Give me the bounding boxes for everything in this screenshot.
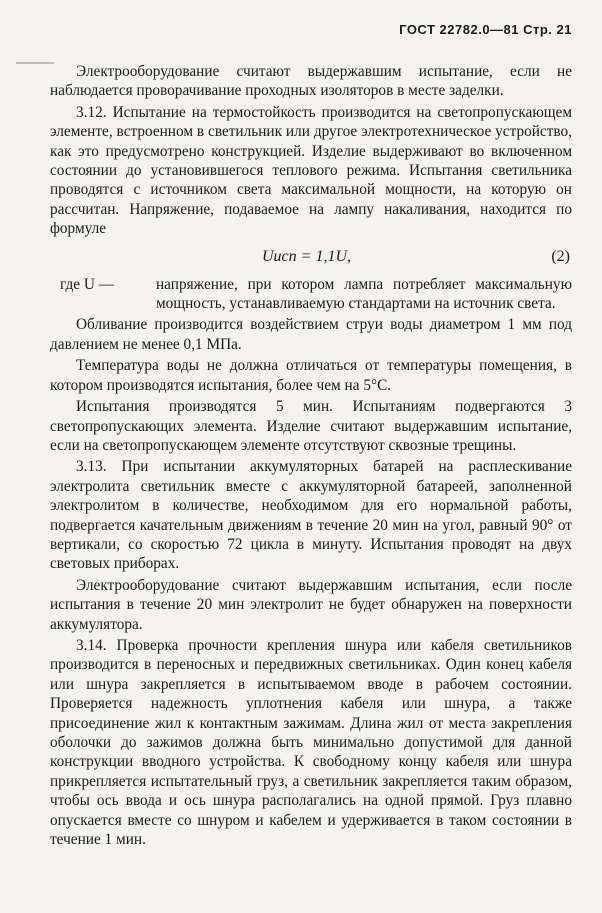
paragraph: 3.12. Испытание на термостойкость производится на светопропускающем элементе, встроенном в светильник или другое электротехническое устройство, как это предусмотрено конструкцией. Изделие выдерживают во включенном состоянии до установившегося теплового режима. Испытания светильника проводятся с источником света максимальной мощности, на которую он рассчитан. Напряжение, подаваемое на лампу накаливания, находится по формуле [50,103,572,238]
paragraph: 3.13. При испытании аккумуляторных батарей на расплескивание электролита светильник вместе с аккумуляторной батареей, заполненной электролитом в количестве, необходимом для его нормальной работы, подвергается качательным движениям в течение 20 мин на угол, равный 90° от вертикали, со скоростью 72 цикла в минуту. Испытания проводят на двух световых приборах. [50,458,572,573]
variable-definition [50,275,572,314]
paragraph: Электрооборудование считают выдержавшим испытание, если не наблюдается проворачивание проходных изоляторов в месте заделки. [50,63,572,100]
page-header: ГОСТ 22782.0—81 Стр. 21 [399,22,572,37]
body-text [50,62,572,851]
formula-number: (2) [551,247,570,265]
formula [50,241,572,273]
formula-expression: Uисп = 1,1U, [262,247,352,265]
paragraph: Температура воды не должна отличаться от температуры помещения, в котором производятся испытания, более чем на 5°С. [50,357,572,394]
paragraph: 3.14. Проверка прочности крепления шнура или кабеля светильников производится в переносных и передвижных светильниках. Один конец кабеля или шнура закрепляется в испытываемом вводе в рабочем состоянии. Проверяется надежность уплотнения кабеля или шнура, а также присоединение жил к контактным зажимам. Длина жил от места закрепления оболочки до зажимов должна быть минимально допустимой для данной конструкции вводного устройства. К свободному концу кабеля или шнура прикрепляется испытательный груз, а светильник закрепляется таким образом, чтобы ось ввода и ось шнура располагались на одной прямой. Груз плавно опускается вместе со шнуром и кабелем и удерживается в таком состоянии в течение 1 мин. [50,636,572,849]
paragraph: Электрооборудование считают выдержавшим испытания, если после испытания в течение 20 мин электролит не будет обнаружен на поверхности аккумулятора. [50,576,572,633]
paragraph: Обливание производится воздействием струи воды диаметром 1 мм под давлением не менее 0,1 МПа. [50,316,572,353]
scan-mark [16,62,54,64]
variable-label: где U — [60,275,115,293]
paragraph: Испытания производятся 5 мин. Испытаниям подвергаются 3 светопропускающих элемента. Изделие считают выдержавшим испытание, если на светопропускающем элементе отсутствуют сквозные трещины. [50,398,572,454]
variable-description: напряжение, при котором лампа потребляет максимальную мощность, устанавливаемую стандартами на источник света. [156,275,572,313]
